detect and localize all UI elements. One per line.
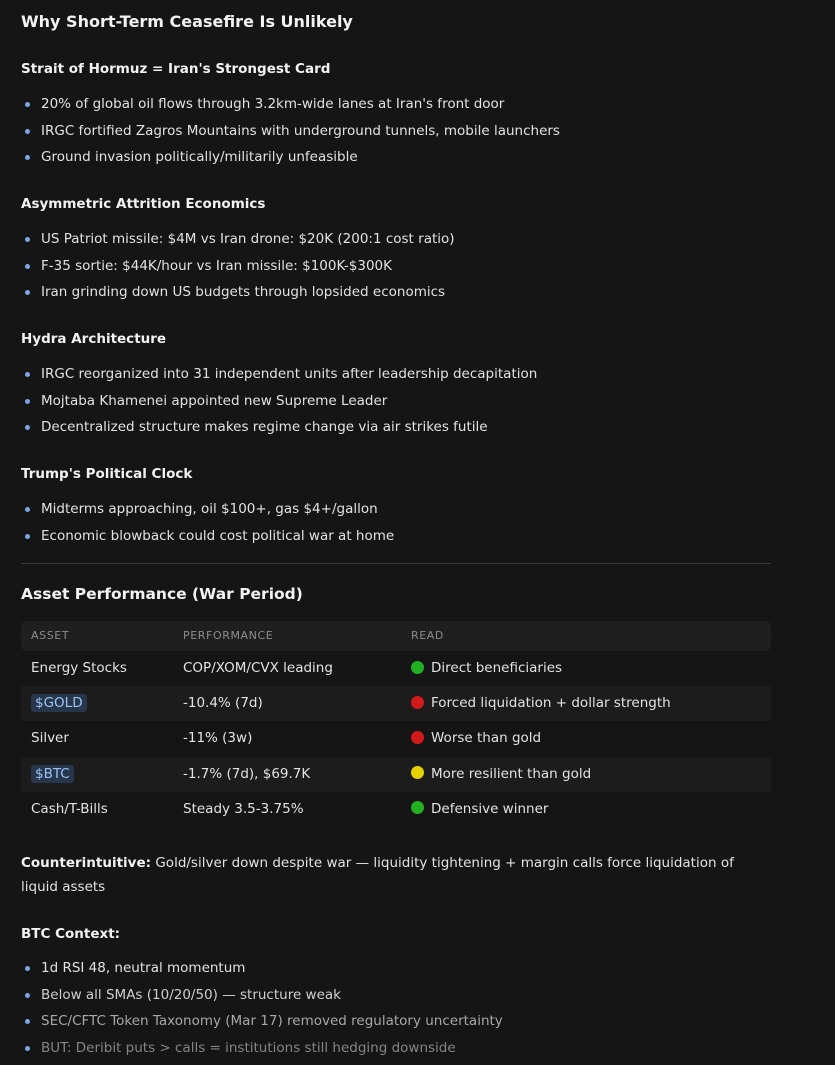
bullet-dot-icon: [25, 1019, 30, 1024]
list-item-text: Mojtaba Khamenei appointed new Supreme Leader: [41, 392, 388, 409]
red-status-icon: [411, 731, 424, 744]
bullet-list: [21, 364, 771, 444]
list-item-text: US Patriot missile: $4M vs Iran drone: $20K (200:1 cost ratio): [41, 231, 455, 247]
read-cell: [411, 721, 541, 756]
list-item: [21, 1038, 771, 1065]
list-item-text: Midterms approaching, oil $100+, gas $4+/gallon: [41, 501, 378, 517]
bullet-list: [21, 499, 771, 552]
list-item: [21, 958, 771, 985]
asset-performance-table: [21, 621, 771, 827]
list-item-text: IRGC fortified Zagros Mountains with underground tunnels, mobile launchers: [41, 122, 560, 139]
read-text: Direct beneficiaries: [431, 660, 563, 676]
section-heading: Asymmetric Attrition Economics: [21, 196, 266, 212]
table-header: [21, 621, 771, 651]
list-item: [21, 121, 771, 148]
performance-cell: Steady 3.5-3.75%: [183, 800, 304, 817]
list-item: [21, 391, 771, 418]
column-header-read: READ: [411, 629, 444, 642]
performance-cell: COP/XOM/CVX leading: [183, 660, 333, 676]
bullet-dot-icon: [25, 993, 30, 998]
green-status-icon: [411, 801, 424, 814]
read-cell: [411, 792, 548, 827]
list-item-text: F-35 sortie: $44K/hour vs Iran missile: $100K-$300K: [41, 257, 392, 274]
section-heading: Trump's Political Clock: [21, 466, 193, 482]
bullet-dot-icon: [25, 102, 30, 107]
list-item: [21, 417, 771, 444]
list-item-text: Ground invasion politically/militarily unfeasible: [41, 149, 358, 166]
section-strait-of-hormuz: [21, 59, 771, 174]
list-item: [21, 229, 771, 256]
bullet-list: [21, 94, 771, 174]
list-item: [21, 147, 771, 174]
list-item-text: Decentralized structure makes regime change via air strikes futile: [41, 419, 488, 436]
asset-cell: Energy Stocks: [31, 660, 127, 676]
bullet-dot-icon: [25, 1046, 30, 1051]
asset-cell: [31, 757, 74, 792]
asset-table-title: Asset Performance (War Period): [21, 585, 303, 603]
bullet-dot-icon: [25, 534, 30, 539]
section-heading: Hydra Architecture: [21, 331, 167, 347]
ticker-link[interactable]: $BTC: [31, 765, 74, 783]
bullet-list: [21, 958, 771, 1065]
bullet-dot-icon: [25, 290, 30, 295]
bullet-dot-icon: [25, 129, 30, 134]
table-row: [21, 651, 771, 686]
list-item-text: Iran grinding down US budgets through lopsided economics: [41, 284, 446, 301]
list-item-text: IRGC reorganized into 31 independent units after leadership decapitation: [41, 366, 538, 382]
read-cell: [411, 757, 591, 792]
list-item-text: SEC/CFTC Token Taxonomy (Mar 17) removed regulatory uncertainty: [41, 1013, 503, 1030]
section-trump-political-clock: [21, 464, 771, 552]
performance-cell: -1.7% (7d), $69.7K: [183, 765, 311, 782]
read-text: Defensive winner: [431, 800, 549, 817]
performance-cell: -11% (3w): [183, 730, 253, 747]
counterintuitive-text: Gold/silver down despite war — liquidity tightening + margin calls force liquidation of liquid assets: [21, 855, 734, 895]
page-title: Why Short-Term Ceasefire Is Unlikely: [21, 12, 353, 31]
bullet-dot-icon: [25, 237, 30, 242]
table-row: [21, 721, 771, 756]
green-status-icon: [411, 661, 424, 674]
bullet-dot-icon: [25, 399, 30, 404]
asset-cell: Cash/T-Bills: [31, 800, 108, 817]
read-text: Forced liquidation + dollar strength: [431, 695, 671, 712]
counterintuitive-paragraph: [21, 851, 761, 899]
list-item-text: 20% of global oil flows through 3.2km-wide lanes at Iran's front door: [41, 96, 505, 112]
list-item: [21, 985, 771, 1012]
list-item: [21, 94, 771, 121]
red-status-icon: [411, 696, 424, 709]
list-item-text: Below all SMAs (10/20/50) — structure weak: [41, 986, 341, 1003]
list-item: [21, 256, 771, 283]
section-btc-context: [21, 924, 771, 1065]
table-row: [21, 757, 771, 792]
yellow-status-icon: [411, 766, 424, 779]
list-item-text: Economic blowback could cost political war at home: [41, 527, 395, 544]
column-header-performance: PERFORMANCE: [183, 629, 274, 642]
read-cell: [411, 686, 671, 721]
counterintuitive-label: Counterintuitive:: [21, 855, 152, 871]
list-item: [21, 282, 771, 309]
asset-cell: Silver: [31, 730, 69, 747]
list-item-text: BUT: Deribit puts > calls = institutions still hedging downside: [41, 1040, 456, 1057]
bullet-dot-icon: [25, 155, 30, 160]
bullet-dot-icon: [25, 264, 30, 269]
list-item: [21, 499, 771, 526]
list-item: [21, 526, 771, 553]
ticker-link[interactable]: $GOLD: [31, 694, 87, 712]
section-divider: [21, 563, 771, 564]
section-asymmetric-attrition: [21, 194, 771, 309]
section-hydra-architecture: [21, 329, 771, 444]
asset-cell: [31, 686, 87, 721]
list-item: [21, 1011, 771, 1038]
section-heading: Strait of Hormuz = Iran's Strongest Card: [21, 61, 331, 77]
section-heading: BTC Context:: [21, 926, 121, 942]
column-header-asset: ASSET: [31, 629, 70, 642]
read-text: More resilient than gold: [431, 765, 592, 782]
bullet-dot-icon: [25, 966, 30, 971]
list-item-text: 1d RSI 48, neutral momentum: [41, 960, 246, 976]
table-row: [21, 792, 771, 827]
bullet-dot-icon: [25, 507, 30, 512]
read-text: Worse than gold: [431, 730, 542, 747]
performance-cell: -10.4% (7d): [183, 695, 263, 712]
read-cell: [411, 651, 562, 686]
list-item: [21, 364, 771, 391]
bullet-dot-icon: [25, 372, 30, 377]
bullet-list: [21, 229, 771, 309]
table-row: [21, 686, 771, 721]
bullet-dot-icon: [25, 425, 30, 430]
